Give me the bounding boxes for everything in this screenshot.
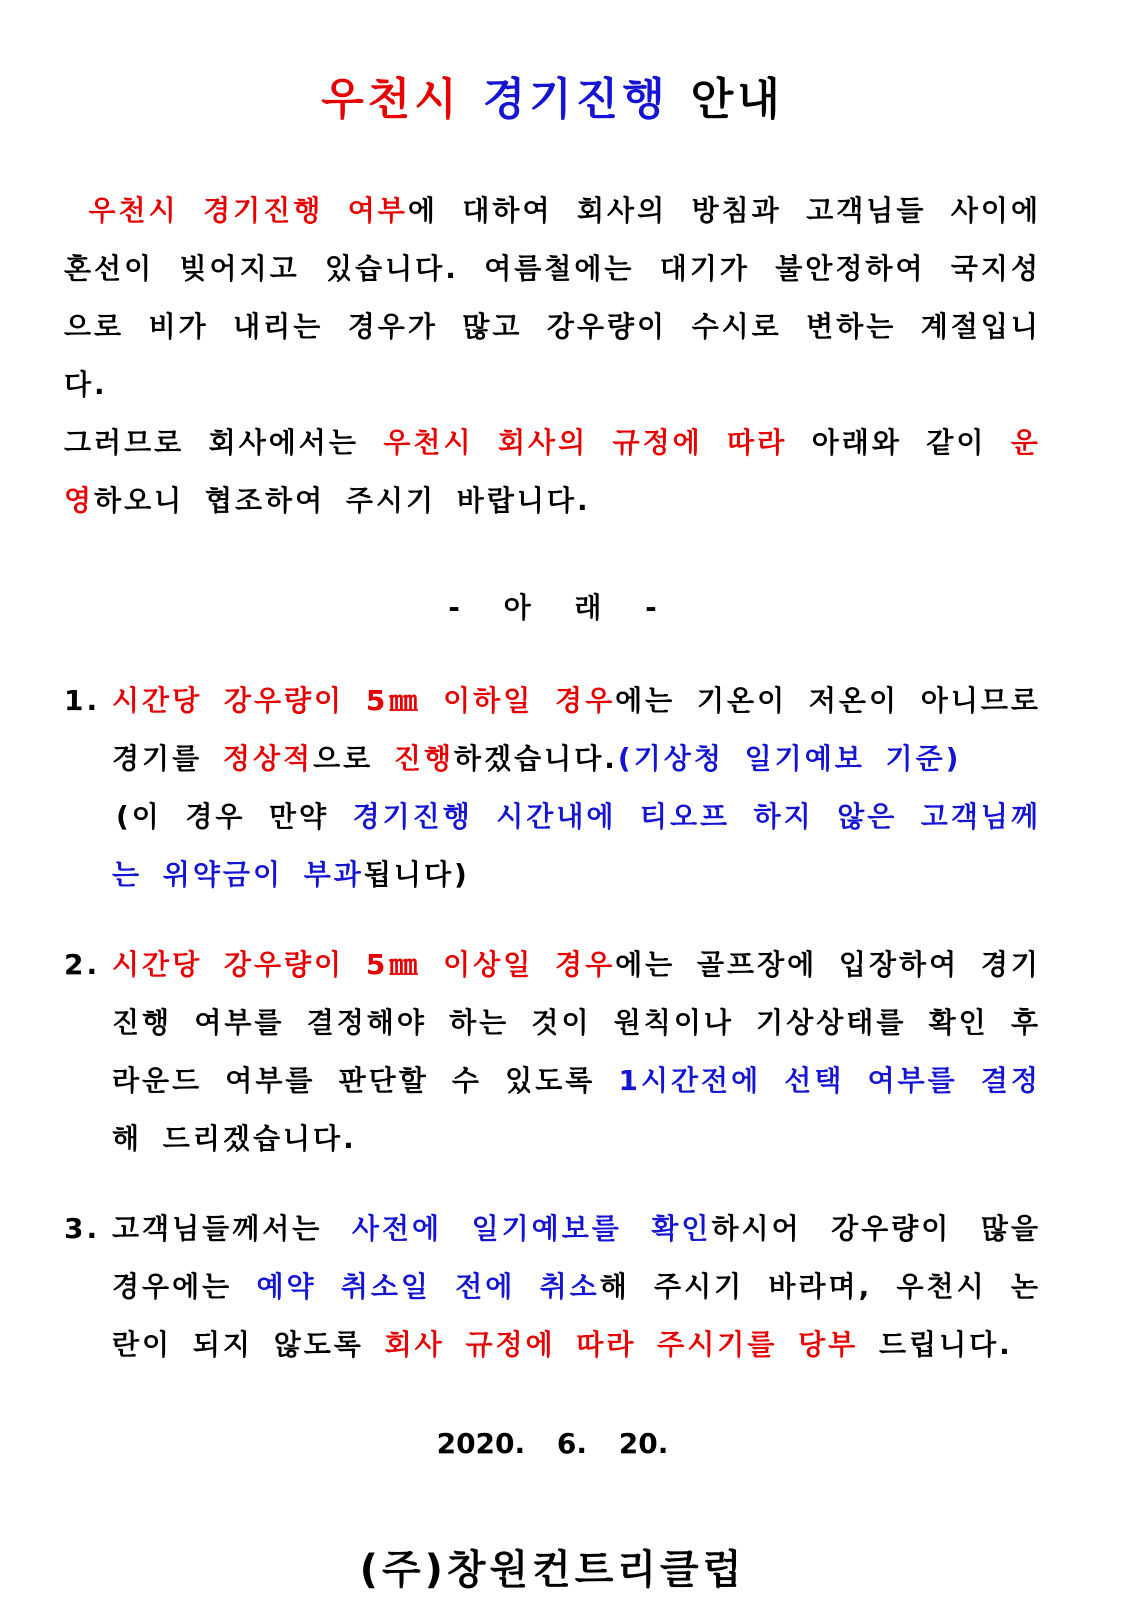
intro-highlight: 우천시 경기진행 여부	[88, 194, 408, 227]
item-number: 1.	[64, 684, 101, 717]
item-3-text-d: 드립니다.	[858, 1328, 1013, 1361]
item-3-check-forecast: 사전에 일기예보를 확인	[351, 1212, 712, 1245]
item-1-text-a: 에는 기온이 저온이 아니므로 경기를	[112, 684, 1041, 775]
intro-highlight-operate: 운영	[64, 426, 1041, 517]
item-2-decision: 1시간전에 선택 여부를 결정	[618, 1064, 1041, 1097]
intro-paragraph	[64, 182, 1041, 414]
section-heading: - 아 래 -	[448, 591, 657, 624]
item-1-note-penalty: 경기진행 시간내에 티오프 하지 않은 고객님께는 위약금이 부과	[112, 800, 1041, 891]
item-1-forecast-basis: (기상청 일기예보 기준)	[617, 742, 962, 775]
item-1-condition: 시간당 강우량이 5㎜ 이하일 경우	[112, 684, 616, 717]
item-3-cancel: 예약 취소일 전에 취소	[256, 1270, 600, 1303]
intro-text-2c: 하오니 협조하여 주시기 바랍니다.	[94, 484, 591, 517]
title-rain: 우천시	[321, 74, 461, 125]
item-number: 3.	[64, 1212, 101, 1245]
item-body	[112, 672, 1041, 904]
item-1-text-b: 으로	[313, 742, 394, 775]
intro-text-2a: 그러므로 회사에서는	[64, 426, 384, 459]
item-3-text-a: 고객님들께서는	[112, 1212, 352, 1245]
intro-text-2b: 아래와 같이	[787, 426, 1011, 459]
list-item-1	[64, 672, 1041, 904]
intro-text: 에 대하여 회사의 방침과 고객님들 사이에 혼선이 빚어지고 있습니다. 여름철에는 대기가 불안정하여 국지성으로 비가 내리는 경우가 많고 강우량이 수시로 변하는 계절입니다.	[64, 194, 1041, 401]
item-body	[112, 1200, 1041, 1374]
notice-title	[64, 0, 1041, 130]
list-item-3	[64, 1200, 1041, 1374]
item-1-text-c: 하겠습니다.	[454, 742, 618, 775]
item-body	[112, 936, 1041, 1168]
item-2-text-b: 해 드리겠습니다.	[112, 1122, 357, 1155]
notice-date: 2020. 6. 20.	[436, 1427, 669, 1460]
list-item-2	[64, 936, 1041, 1168]
item-2-text-a: 에는 골프장에 입장하여 경기진행 여부를 결정해야 하는 것이 원칙이나 기상상태를 확인 후 라운드 여부를 판단할 수 있도록	[112, 948, 1041, 1097]
item-3-text-c: 해 주시기 바라며, 우천시 논란이 되지 않도록	[112, 1270, 1041, 1361]
item-number: 2.	[64, 948, 101, 981]
intro-highlight-rule: 우천시 회사의 규정에 따라	[383, 426, 788, 459]
item-1-normal: 정상적	[222, 742, 314, 775]
item-3-text-b: 하시어 강우량이 많을 경우에는	[112, 1212, 1041, 1303]
item-1-note	[112, 800, 1041, 891]
item-2-condition: 시간당 강우량이 5㎜ 이상일 경우	[112, 948, 616, 981]
title-notice: 안내	[690, 74, 784, 125]
company-name: (주)창원컨트리클럽	[359, 1547, 746, 1593]
item-1-note-close: 됩니다)	[363, 858, 470, 891]
item-1-proceed: 진행	[393, 742, 455, 775]
item-3-request: 회사 규정에 따라 주시기를 당부	[384, 1328, 859, 1361]
item-1-note-open: (이 경우 만약	[116, 800, 353, 833]
title-game-progress: 경기진행	[482, 74, 669, 125]
intro-paragraph-2	[64, 414, 1041, 530]
